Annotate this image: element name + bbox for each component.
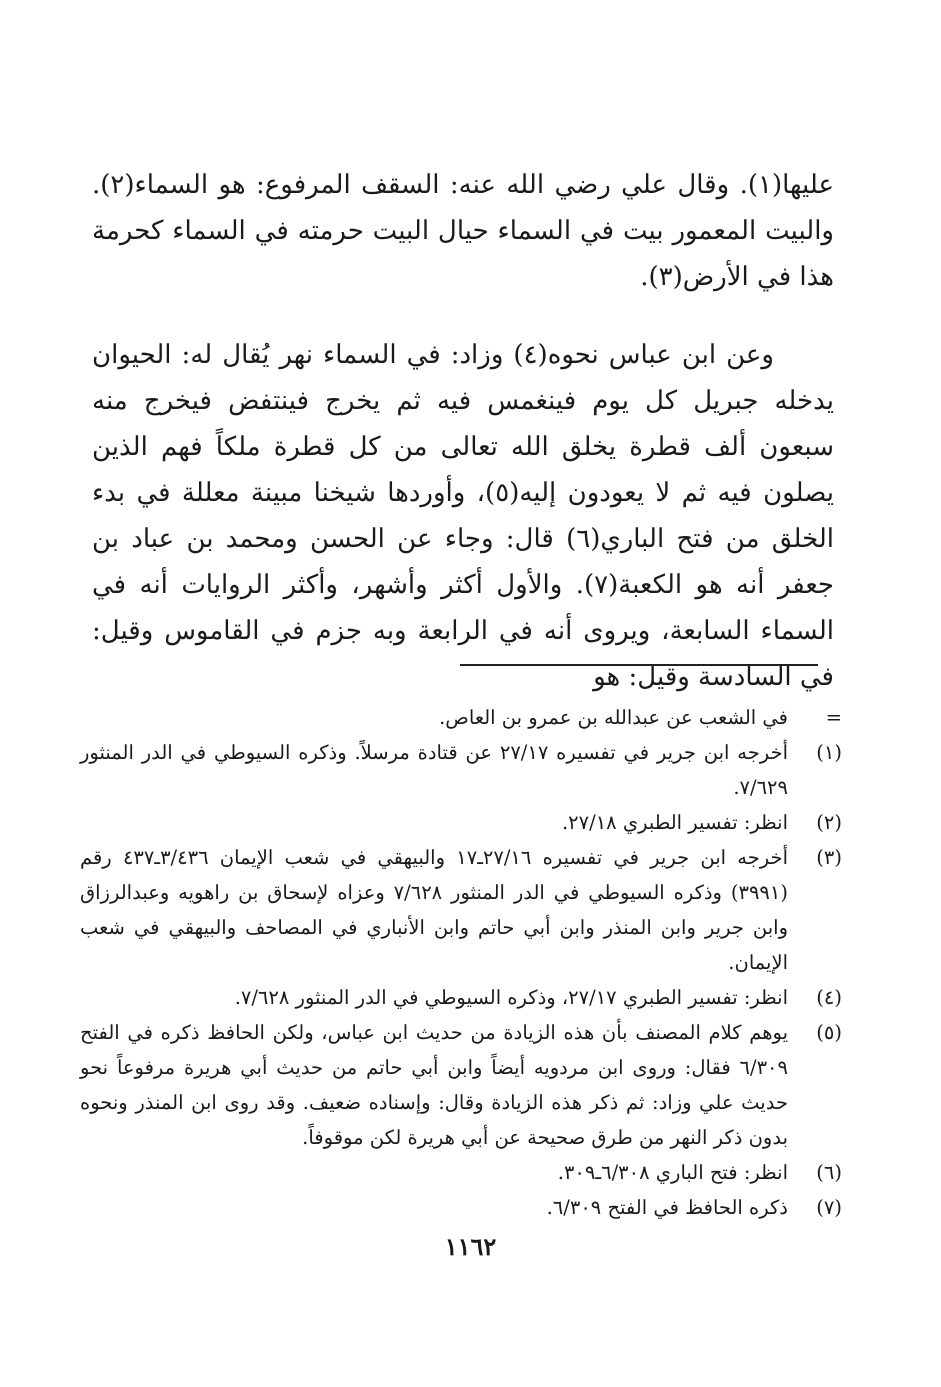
footnote-number: (٣) bbox=[816, 846, 842, 869]
footnote-text: أخرجه ابن جرير في تفسيره ٢٧/١٦ـ١٧ والبيهقي في شعب الإيمان ٣/٤٣٦ـ٤٣٧ رقم (٣٩٩١) وذكره السيوطي في الدر المنثور ٧/٦٢٨ وعزاه لإسحاق بن راهويه وعبدالرزاق وابن جرير وابن المنذر وابن أبي حاتم وابن الأنباري في المصاحف والبيهقي في شعب الإيمان. bbox=[80, 846, 788, 974]
footnote-number: = bbox=[825, 706, 842, 729]
page-number: ١١٦٢ bbox=[444, 1232, 497, 1261]
footnote-item bbox=[80, 1155, 850, 1190]
footnote-separator bbox=[460, 664, 818, 666]
footnote-item bbox=[80, 980, 850, 1015]
footnote-number: (١) bbox=[816, 741, 842, 764]
footnote-number: (٧) bbox=[816, 1196, 842, 1219]
body-paragraph-1 bbox=[92, 162, 834, 300]
footnote-text: أخرجه ابن جرير في تفسيره ٢٧/١٧ عن قتادة مرسلاً. وذكره السيوطي في الدر المنثور ٧/٦٢٩. bbox=[80, 741, 788, 799]
footnote-number: (٦) bbox=[816, 1161, 842, 1184]
footnote-item bbox=[80, 700, 850, 735]
footnote-text: انظر: فتح الباري ٦/٣٠٨ـ٣٠٩. bbox=[557, 1161, 788, 1184]
footnotes-section bbox=[80, 700, 850, 1225]
footnote-text: ذكره الحافظ في الفتح ٦/٣٠٩. bbox=[546, 1196, 788, 1219]
body-paragraph-2 bbox=[92, 332, 834, 700]
footnote-number: (٥) bbox=[816, 1021, 842, 1044]
footnote-item bbox=[80, 735, 850, 805]
footnote-text: انظر: تفسير الطبري ٢٧/١٨. bbox=[561, 811, 788, 834]
footnote-item bbox=[80, 1015, 850, 1155]
footnote-item bbox=[80, 805, 850, 840]
footnote-number: (٤) bbox=[816, 986, 842, 1009]
footnote-text: انظر: تفسير الطبري ٢٧/١٧، وذكره السيوطي في الدر المنثور ٧/٦٢٨. bbox=[234, 986, 788, 1009]
paragraph-text: وعن ابن عباس نحوه(٤) وزاد: في السماء نهر يُقال له: الحيوان يدخله جبريل كل يوم فينغمس فيه ثم يخرج فينتفض فيخرج منه سبعون ألف قطرة يخلق الله تعالى من كل قطرة ملكاً فهم الذين يصلون فيه ثم لا يعودون إليه(٥)، وأوردها شيخنا مبينة معللة في بدء الخلق من فتح الباري(٦) قال: وجاء عن الحسن ومحمد بن عباد بن جعفر أنه هو الكعبة(٧). والأول أكثر وأشهر، وأكثر الروايات أنه في السماء السابعة، ويروى أنه في الرابعة وبه جزم في القاموس وقيل: في السادسة وقيل: هو bbox=[92, 340, 834, 692]
footnote-item bbox=[80, 1190, 850, 1225]
footnote-text: في الشعب عن عبدالله بن عمرو بن العاص. bbox=[439, 706, 788, 729]
footnote-text: يوهم كلام المصنف بأن هذه الزيادة من حديث ابن عباس، ولكن الحافظ ذكره في الفتح ٦/٣٠٩ فقال: وروى ابن مردويه أيضاً وابن أبي حاتم من حديث أبي هريرة مرفوعاً نحو حديث علي وزاد: ثم ذكر هذه الزيادة وقال: وإسناده ضعيف. وقد روى ابن المنذر ونحوه بدون ذكر النهر من طرق صحيحة عن أبي هريرة لكن موقوفاً. bbox=[80, 1021, 788, 1149]
footnote-number: (٢) bbox=[816, 811, 842, 834]
paragraph-text: عليها(١). وقال علي رضي الله عنه: السقف المرفوع: هو السماء(٢). والبيت المعمور بيت في السماء حيال البيت حرمته في السماء كحرمة هذا في الأرض(٣). bbox=[92, 170, 834, 292]
footnote-item bbox=[80, 840, 850, 980]
